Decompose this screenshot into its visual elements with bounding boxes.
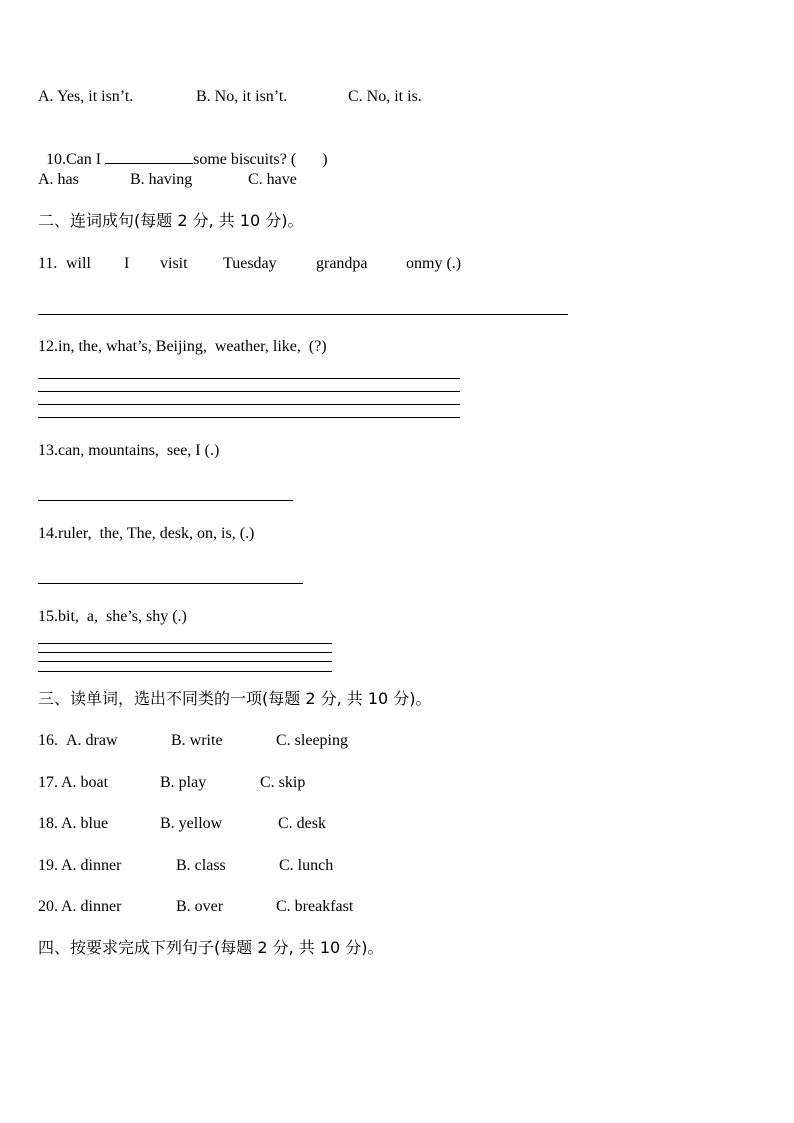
- q11-word: onmy (.): [406, 255, 462, 272]
- q16-option-a: A. draw: [66, 732, 118, 749]
- q10-number: 10.: [46, 151, 66, 168]
- q10-prefix: Can I: [66, 151, 106, 168]
- q19-number: 19.: [38, 857, 58, 874]
- q11-word: Tuesday: [223, 255, 277, 272]
- q18-option-b: B. yellow: [160, 815, 223, 832]
- q10-close: ): [322, 151, 328, 168]
- q18-option-c: C. desk: [278, 815, 326, 832]
- question-13: 13.can, mountains, see, I (.): [38, 442, 220, 459]
- q10-option-a: A. has: [38, 171, 79, 188]
- q9-option-a: A. Yes, it isn’t.: [38, 88, 134, 105]
- q15-answer-line: [38, 643, 332, 644]
- q10-option-c: C. have: [248, 171, 297, 188]
- question-14: 14.ruler, the, The, desk, on, is, (.): [38, 525, 255, 542]
- q16-option-b: B. write: [171, 732, 223, 749]
- q18-number: 18.: [38, 815, 58, 832]
- q10-option-b: B. having: [130, 171, 193, 188]
- q19-option-a: A. dinner: [61, 857, 122, 874]
- q19-option-c: C. lunch: [279, 857, 334, 874]
- q15-answer-line: [38, 661, 332, 662]
- section-3-heading: 三、读单词，选出不同类的一项(每题 2 分, 共 10 分)。: [38, 689, 432, 708]
- q10-suffix: some biscuits? (: [193, 151, 297, 168]
- q15-answer-line: [38, 652, 332, 653]
- question-15: 15.bit, a, she’s, shy (.): [38, 608, 187, 625]
- q17-option-a: A. boat: [61, 774, 109, 791]
- q9-option-b: B. No, it isn’t.: [196, 88, 288, 105]
- q16-option-c: C. sleeping: [276, 732, 348, 749]
- q20-option-a: A. dinner: [61, 898, 122, 915]
- q20-number: 20.: [38, 898, 58, 915]
- q17-option-c: C. skip: [260, 774, 306, 791]
- question-12: 12.in, the, what’s, Beijing, weather, like, (?): [38, 338, 327, 355]
- q9-option-c: C. No, it is.: [348, 88, 422, 105]
- q12-answer-line: [38, 391, 460, 392]
- section-2-heading: 二、连词成句(每题 2 分, 共 10 分)。: [38, 211, 304, 230]
- q17-option-b: B. play: [160, 774, 207, 791]
- q11-answer-line: [38, 314, 568, 315]
- q12-answer-line: [38, 417, 460, 418]
- q11-word: I: [124, 255, 130, 272]
- q17-number: 17.: [38, 774, 58, 791]
- q11-number: 11.: [38, 255, 58, 272]
- q14-answer-line: [38, 583, 303, 584]
- q20-option-b: B. over: [176, 898, 224, 915]
- q10-blank: [105, 149, 193, 164]
- q11-word: will: [66, 255, 91, 272]
- q12-answer-line: [38, 404, 460, 405]
- q11-word: visit: [160, 255, 188, 272]
- q13-answer-line: [38, 500, 293, 501]
- question-10: [38, 129, 328, 170]
- q19-option-b: B. class: [176, 857, 226, 874]
- q12-answer-line: [38, 378, 460, 379]
- q11-word: grandpa: [316, 255, 368, 272]
- q18-option-a: A. blue: [61, 815, 109, 832]
- q15-answer-line: [38, 671, 332, 672]
- section-4-heading: 四、按要求完成下列句子(每题 2 分, 共 10 分)。: [38, 938, 384, 957]
- q20-option-c: C. breakfast: [276, 898, 354, 915]
- q16-number: 16.: [38, 732, 58, 749]
